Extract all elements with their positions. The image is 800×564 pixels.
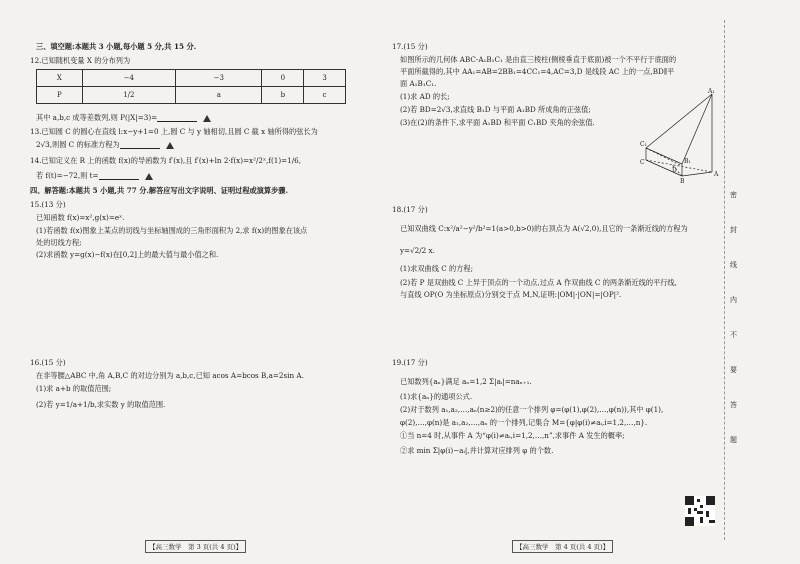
triangle-icon [166,142,174,149]
q19-line2: (1)求{aₙ}的通项公式. [400,392,473,401]
q16-line3: (2)若 y=1/a+1/b,求实数 y 的取值范围. [36,400,166,409]
q13-line2 [36,140,174,149]
table-row [37,87,346,104]
q15-title: 15.(13 分) [30,200,66,209]
answer-blank [120,141,160,149]
q12-tail [36,113,211,122]
label-B: B [680,178,685,185]
q15-line1: 已知函数 f(x)=x²,g(x)=eˣ. [36,213,125,222]
label-C1: C₁ [640,141,647,148]
distribution-table [36,69,346,104]
section4-heading: 四、解答题:本题共 5 小题,共 77 分.解答应写出文字说明、证明过程或演算步骤. [30,186,288,195]
label-A: A [714,171,719,178]
q17-line2: 平面所截得的,其中 AA₁=AB=2BB₁=4CC₁=4,AC=3,D 是线段 AC 上的一点,BD∥平 [400,67,675,76]
cut-line [724,20,725,540]
q19-title: 19.(17 分) [392,358,428,367]
q14-line2-text: 若 f(t)=−72,则 t= [36,171,99,180]
q15-line2: (1)若函数 f(x)图象上某点的切线与坐标轴围成的三角形面积为 2,求 f(x)的图象在该点 [36,226,308,235]
q14-line1: 14.已知定义在 R 上的函数 f(x)的导函数为 f′(x),且 f′(x)+ln 2·f(x)=x²/2ˣ,f(1)=1/6, [30,156,302,165]
q16-line2: (1)求 a+b 的取值范围; [36,384,112,393]
label-A1: A₁ [708,88,715,95]
q18-line2: y=√2/2 x. [400,246,435,255]
label-D: D [672,167,677,174]
page-footer: 【高三数学 第 4 页(共 4 页)】 [512,540,613,553]
q12-stem: 12.已知随机变量 X 的分布列为 [30,56,131,65]
q13-line2-text: 2√3,则圆 C 的标准方程为 [36,140,120,149]
answer-blank [99,172,139,180]
q18-line4: (2)若 P 是双曲线 C 上异于顶点的一个动点,过点 A 作双曲线 C 的两条渐近线的平行线, [400,278,677,287]
table-cell: 0 [262,70,304,87]
left-page [0,0,392,564]
table-row [37,70,346,87]
seal-char: 线 [730,261,737,269]
triangle-icon [145,173,153,180]
q18-title: 18.(17 分) [392,205,428,214]
seal-char: 不 [730,331,737,339]
q15-line4: (2)求函数 y=g(x)−f(x)在[0,2]上的最大值与最小值之和. [36,250,219,259]
q17-line6: (3)在(2)的条件下,求平面 A₁BD 和平面 C₁BD 夹角的余弦值. [400,118,595,127]
triangle-icon [203,115,211,122]
seal-char: 答 [730,401,737,409]
table-cell: P [37,87,83,104]
section3-heading: 三、填空题:本题共 3 小题,每小题 5 分,共 15 分. [36,42,197,51]
q17-line3: 面 A₁B₁C₁. [400,79,437,88]
q17-line4: (1)求 AD 的长; [400,92,450,101]
q17-line5: (2)若 BD=2√3,求直线 B₁D 与平面 A₁BD 所成角的正弦值; [400,105,591,114]
right-page [392,0,720,564]
page-footer: 【高三数学 第 3 页(共 4 页)】 [145,540,246,553]
q19-line4: φ(2),…,φ(n)是 a₁,a₂,…,aₙ 的一个排列,记集合 M={φ|φ(i)≠aᵢ,i=1,2,…,n}. [400,418,648,427]
table-cell: −4 [82,70,176,87]
table-cell: 3 [304,70,346,87]
q18-line3: (1)求双曲线 C 的方程; [400,264,473,273]
q12-tail-text: 其中 a,b,c 成等差数列,则 P(|X|=3)= [36,113,158,122]
table-cell: X [37,70,83,87]
seal-char: 题 [730,436,737,444]
table-cell: a [176,87,262,104]
prism-figure [642,88,722,183]
seal-char: 要 [730,366,737,374]
q15-line3: 处的切线方程; [36,238,82,247]
seal-char: 内 [730,296,737,304]
qr-code-icon [685,496,715,526]
q17-line1: 如图所示的几何体 ABC-A₁B₁C₁ 是由直三棱柱(侧棱垂直于底面)被一个不平行于底面的 [400,55,677,64]
table-cell: b [262,87,304,104]
q16-title: 16.(15 分) [30,358,66,367]
label-B1: B₁ [684,158,691,165]
table-cell: 1/2 [82,87,176,104]
q19-line5: ①当 n=4 时,从事件 A 为“φ(i)≠aᵢ,i=1,2,…,n”,求事件 A 发生的概率; [400,431,625,440]
label-C: C [640,159,645,166]
q17-title: 17.(15 分) [392,42,428,51]
q18-line5: 与直线 OP(O 为坐标原点)分别交于点 M,N,证明:|OM|·|ON|=|OP|². [400,290,622,299]
q19-line6: ②求 min Σ|φ(i)−aᵢ|,并计算对应排列 φ 的个数. [400,446,554,455]
seal-char: 封 [730,226,737,234]
seal-char: 密 [730,191,737,199]
q13-line1: 13.已知圆 C 的圆心在直线 l:x−y+1=0 上,圆 C 与 y 轴相切,且圆 C 截 x 轴所得的弦长为 [30,127,318,136]
q14-line2 [36,171,153,180]
q19-line3: (2)对于数列 a₁,a₂,…,aₙ(n≥2)的任意一个排列 φ=(φ(1),φ(2),…,φ(n)),其中 φ(1), [400,405,664,414]
q16-line1: 在非等腰△ABC 中,角 A,B,C 的对边分别为 a,b,c,已知 acos A=bcos B,a=2sin A. [36,371,304,380]
table-cell: −3 [176,70,262,87]
q19-line1: 已知数列{aₙ}满足 aₙ=1,2 Σ|aᵢ|=naₙ₊₁. [400,377,532,386]
answer-blank [157,114,197,122]
binding-margin [730,40,742,460]
table-cell: c [304,87,346,104]
q18-line1: 已知双曲线 C:x²/a²−y²/b²=1(a>0,b>0)的右顶点为 A(√2,0),且它的一条渐近线的方程为 [400,224,688,233]
